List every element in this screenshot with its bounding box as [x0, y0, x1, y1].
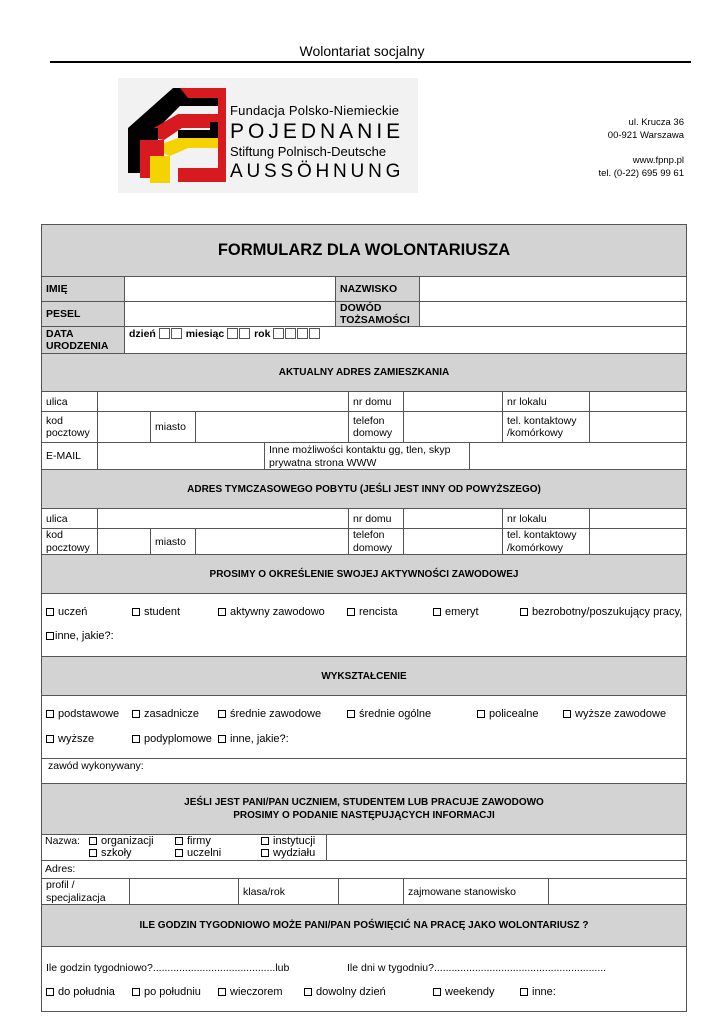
day-label: dzień — [129, 328, 156, 340]
type-school[interactable]: szkoły — [89, 847, 132, 859]
type-organization[interactable]: organizacji — [89, 835, 154, 847]
city-field[interactable] — [195, 412, 348, 442]
form-title-row — [42, 224, 686, 276]
temp-street-field[interactable] — [97, 509, 348, 528]
hours-header — [42, 904, 686, 946]
type-faculty[interactable]: wydziału — [261, 847, 315, 859]
institution-name-field[interactable] — [326, 835, 686, 860]
class-year-field[interactable] — [338, 879, 403, 904]
checkbox-icon[interactable] — [563, 710, 571, 718]
checkbox-icon[interactable] — [46, 735, 54, 743]
header-divider — [50, 61, 691, 63]
year-digit-box[interactable] — [309, 328, 320, 339]
institution-title-line-1: JEŚLI JEST PANI/PAN UCZNIEM, STUDENTEM LUB PRACUJE ZAWODOWO — [184, 797, 544, 808]
street-field[interactable] — [97, 392, 348, 411]
hours-options — [42, 946, 686, 1012]
position-label: zajmowane stanowisko — [403, 879, 548, 904]
contact-block — [598, 155, 684, 180]
checkbox-icon[interactable] — [520, 988, 528, 996]
checkbox-icon[interactable] — [132, 710, 140, 718]
email-field[interactable] — [97, 443, 264, 469]
checkbox-icon[interactable] — [132, 988, 140, 996]
hours-title: ILE GODZIN TYGODNIOWO MOŻE PANI/PAN POŚWIĘCIĆ NA PRACĘ JAKO WOLONTARIUSZ ? — [139, 920, 589, 931]
temp-address-title: ADRES TYMCZASOWEGO POBYTU (JEŚLI JEST INNY OD POWYŻSZEGO) — [187, 483, 541, 495]
id-doc-label: DOWÓD TOŻSAMOŚCI — [335, 302, 419, 326]
temp-street-row — [42, 508, 686, 528]
checkbox-icon[interactable] — [433, 988, 441, 996]
temp-phone-mobile-label: tel. kontaktowy /komórkowy — [502, 529, 589, 554]
checkbox-icon[interactable] — [89, 849, 97, 857]
activity-option-student[interactable]: student — [132, 606, 180, 618]
institution-title — [42, 784, 686, 834]
temp-house-no-label: nr domu — [348, 509, 403, 528]
first-name-field[interactable] — [124, 277, 335, 301]
email-label: E-MAIL — [46, 450, 82, 462]
checkbox-icon[interactable] — [89, 837, 97, 845]
checkbox-icon[interactable] — [175, 849, 183, 857]
temp-postcode-field[interactable] — [97, 529, 150, 554]
year-digit-box[interactable] — [297, 328, 308, 339]
current-city-row — [42, 411, 686, 442]
temp-city-label: miasto — [150, 529, 195, 554]
current-address-header — [42, 353, 686, 391]
temp-flat-no-field[interactable] — [589, 509, 686, 528]
position-field[interactable] — [548, 879, 686, 904]
pesel-label: PESEL — [42, 302, 124, 326]
temp-phone-mobile-field[interactable] — [589, 529, 686, 554]
edu-option-post-secondary[interactable]: policealne — [477, 708, 539, 720]
activity-option-retiree[interactable]: emeryt — [433, 606, 479, 618]
profession-row — [42, 758, 686, 783]
institution-address-row — [42, 860, 686, 878]
edu-option-postgraduate[interactable]: podyplomowe — [132, 733, 212, 745]
hours-per-week-field[interactable]: Ile godzin tygodniowo?..........................................lub — [46, 962, 290, 974]
temp-city-field[interactable] — [195, 529, 348, 554]
checkbox-icon[interactable] — [46, 632, 54, 640]
temp-street-label: ulica — [46, 512, 68, 525]
institution-profile-row — [42, 878, 686, 904]
temp-postcode-label: kod pocztowy — [46, 529, 90, 554]
city-label: miasto — [150, 412, 195, 442]
month-digit-box[interactable] — [227, 328, 238, 339]
temp-phone-home-label: telefon domowy — [348, 529, 403, 554]
temp-phone-home-field[interactable] — [403, 529, 502, 554]
checkbox-icon[interactable] — [218, 608, 226, 616]
phone-mobile-label: tel. kontaktowy /komórkowy — [502, 412, 589, 442]
checkbox-icon[interactable] — [46, 988, 54, 996]
id-doc-field[interactable] — [419, 302, 686, 326]
current-address-title: AKTUALNY ADRES ZAMIESZKANIA — [278, 367, 450, 378]
checkbox-icon[interactable] — [520, 608, 528, 616]
edu-option-other[interactable]: inne, jakie?: — [218, 733, 289, 745]
checkbox-icon[interactable] — [46, 710, 54, 718]
logo-line-2: POJEDNANIE — [230, 120, 405, 143]
edu-option-primary[interactable]: podstawowe — [46, 708, 119, 720]
institution-title-line-2: PROSIMY O PODANIE NASTĘPUJĄCYCH INFORMACJI — [233, 810, 495, 821]
temp-address-header — [42, 469, 686, 508]
institution-header — [42, 783, 686, 834]
edu-option-secondary-vocational[interactable]: średnie zawodowe — [218, 708, 321, 720]
checkbox-icon[interactable] — [347, 710, 355, 718]
checkbox-icon[interactable] — [218, 710, 226, 718]
activity-option-pupil[interactable]: uczeń — [46, 606, 87, 618]
logo-line-3: Stiftung Polnisch-Deutsche — [230, 144, 387, 159]
month-digit-box[interactable] — [239, 328, 250, 339]
day-digit-box[interactable] — [171, 328, 182, 339]
checkbox-icon[interactable] — [304, 988, 312, 996]
profession-label: zawód wykonywany: — [48, 760, 144, 772]
activity-option-pensioner[interactable]: rencista — [347, 606, 398, 618]
days-per-week-field[interactable]: Ile dni w tygodniu?........................................................... — [347, 962, 607, 974]
email-row — [42, 442, 686, 469]
phone-mobile-field[interactable] — [589, 412, 686, 442]
institution-address-label: Adres: — [45, 863, 76, 875]
year-digit-box[interactable] — [285, 328, 296, 339]
address-street: ul. Krucza 36 — [628, 117, 684, 128]
last-name-label: NAZWISKO — [335, 277, 419, 301]
address-block — [608, 117, 684, 142]
time-option-evening[interactable]: wieczorem — [218, 986, 283, 998]
institution-type-cell — [42, 835, 326, 860]
other-contact-label: Inne możliwości kontaktu gg, tlen, skyp prywatna strona WWW — [264, 443, 469, 469]
profile-field[interactable] — [129, 879, 238, 904]
edu-option-secondary-general[interactable]: średnie ogólne — [347, 708, 431, 720]
checkbox-icon[interactable] — [261, 837, 269, 845]
checkbox-icon[interactable] — [433, 608, 441, 616]
street-label: ulica — [46, 395, 68, 408]
birth-date-row — [42, 326, 686, 353]
current-street-row — [42, 391, 686, 411]
profile-label: profil / specjalizacja — [46, 879, 106, 904]
checkbox-icon[interactable] — [477, 710, 485, 718]
type-company[interactable]: firmy — [175, 835, 211, 847]
activity-option-other[interactable]: inne, jakie?: — [46, 630, 114, 642]
foundation-logo-text — [230, 104, 404, 181]
day-digit-box[interactable] — [159, 328, 170, 339]
type-university[interactable]: uczelni — [175, 847, 221, 859]
website-link[interactable]: www.fpnp.pl — [632, 155, 684, 166]
flat-no-label: nr lokalu — [502, 392, 589, 411]
time-option-any-day[interactable]: dowolny dzień — [304, 986, 386, 998]
time-option-weekends[interactable]: weekendy — [433, 986, 495, 998]
postcode-label: kod pocztowy — [46, 414, 90, 439]
phone-home-field[interactable] — [403, 412, 502, 442]
birth-date-field — [124, 327, 686, 353]
house-no-label: nr domu — [348, 392, 403, 411]
checkbox-icon[interactable] — [132, 608, 140, 616]
checkbox-icon[interactable] — [218, 988, 226, 996]
temp-city-row — [42, 528, 686, 554]
class-year-label: klasa/rok — [238, 879, 338, 904]
phone-home-label: telefon domowy — [348, 412, 403, 442]
checkbox-icon[interactable] — [261, 849, 269, 857]
activity-title: PROSIMY O OKREŚLENIE SWOJEJ AKTYWNOŚCI ZAWODOWEJ — [209, 568, 519, 580]
birth-date-label: DATA URODZENIA — [42, 327, 124, 353]
address-city: 00-921 Warszawa — [607, 129, 684, 141]
edu-option-vocational[interactable]: zasadnicze — [132, 708, 199, 720]
year-label: rok — [254, 328, 271, 340]
postcode-field[interactable] — [97, 412, 150, 442]
checkbox-icon[interactable] — [347, 608, 355, 616]
id-row — [42, 301, 686, 326]
last-name-field[interactable] — [419, 277, 686, 301]
logo-line-4: AUSSÖHNUNG — [230, 161, 405, 182]
temp-flat-no-label: nr lokalu — [502, 509, 589, 528]
other-contact-field[interactable] — [469, 443, 686, 469]
activity-options — [42, 593, 686, 656]
education-header — [42, 656, 686, 695]
education-title: WYKSZTAŁCENIE — [321, 670, 407, 682]
time-option-other[interactable]: inne: — [520, 986, 556, 998]
time-option-morning[interactable]: do południa — [46, 986, 115, 998]
temp-house-no-field[interactable] — [403, 509, 502, 528]
activity-option-unemployed[interactable]: bezrobotny/poszukujący pracy, — [520, 606, 682, 618]
checkbox-icon[interactable] — [46, 608, 54, 616]
education-options — [42, 695, 686, 758]
institution-name-row — [42, 834, 686, 860]
type-institution[interactable]: instytucji — [261, 835, 315, 847]
edu-option-higher-vocational[interactable]: wyższe zawodowe — [563, 708, 666, 720]
volunteer-form — [41, 224, 687, 1012]
house-no-field[interactable] — [403, 392, 502, 411]
year-digit-box[interactable] — [273, 328, 284, 339]
name-row — [42, 276, 686, 301]
form-title: FORMULARZ DLA WOLONTARIUSZA — [217, 241, 511, 259]
pesel-field[interactable] — [124, 302, 335, 326]
institution-name-label: Nazwa: — [45, 835, 81, 847]
flat-no-field[interactable] — [589, 392, 686, 411]
time-option-afternoon[interactable]: po południu — [132, 986, 201, 998]
phone-number: tel. (0-22) 695 99 61 — [598, 167, 684, 179]
checkbox-icon[interactable] — [175, 837, 183, 845]
edu-option-higher[interactable]: wyższe — [46, 733, 94, 745]
first-name-label: IMIĘ — [42, 277, 124, 301]
page-header-title: Wolontariat socjalny — [299, 43, 425, 59]
logo-line-1: Fundacja Polsko-Niemieckie — [230, 103, 400, 118]
checkbox-icon[interactable] — [132, 735, 140, 743]
checkbox-icon[interactable] — [218, 735, 226, 743]
activity-option-employed[interactable]: aktywny zawodowo — [218, 606, 325, 618]
month-label: miesiąc — [185, 328, 225, 340]
activity-header — [42, 554, 686, 593]
